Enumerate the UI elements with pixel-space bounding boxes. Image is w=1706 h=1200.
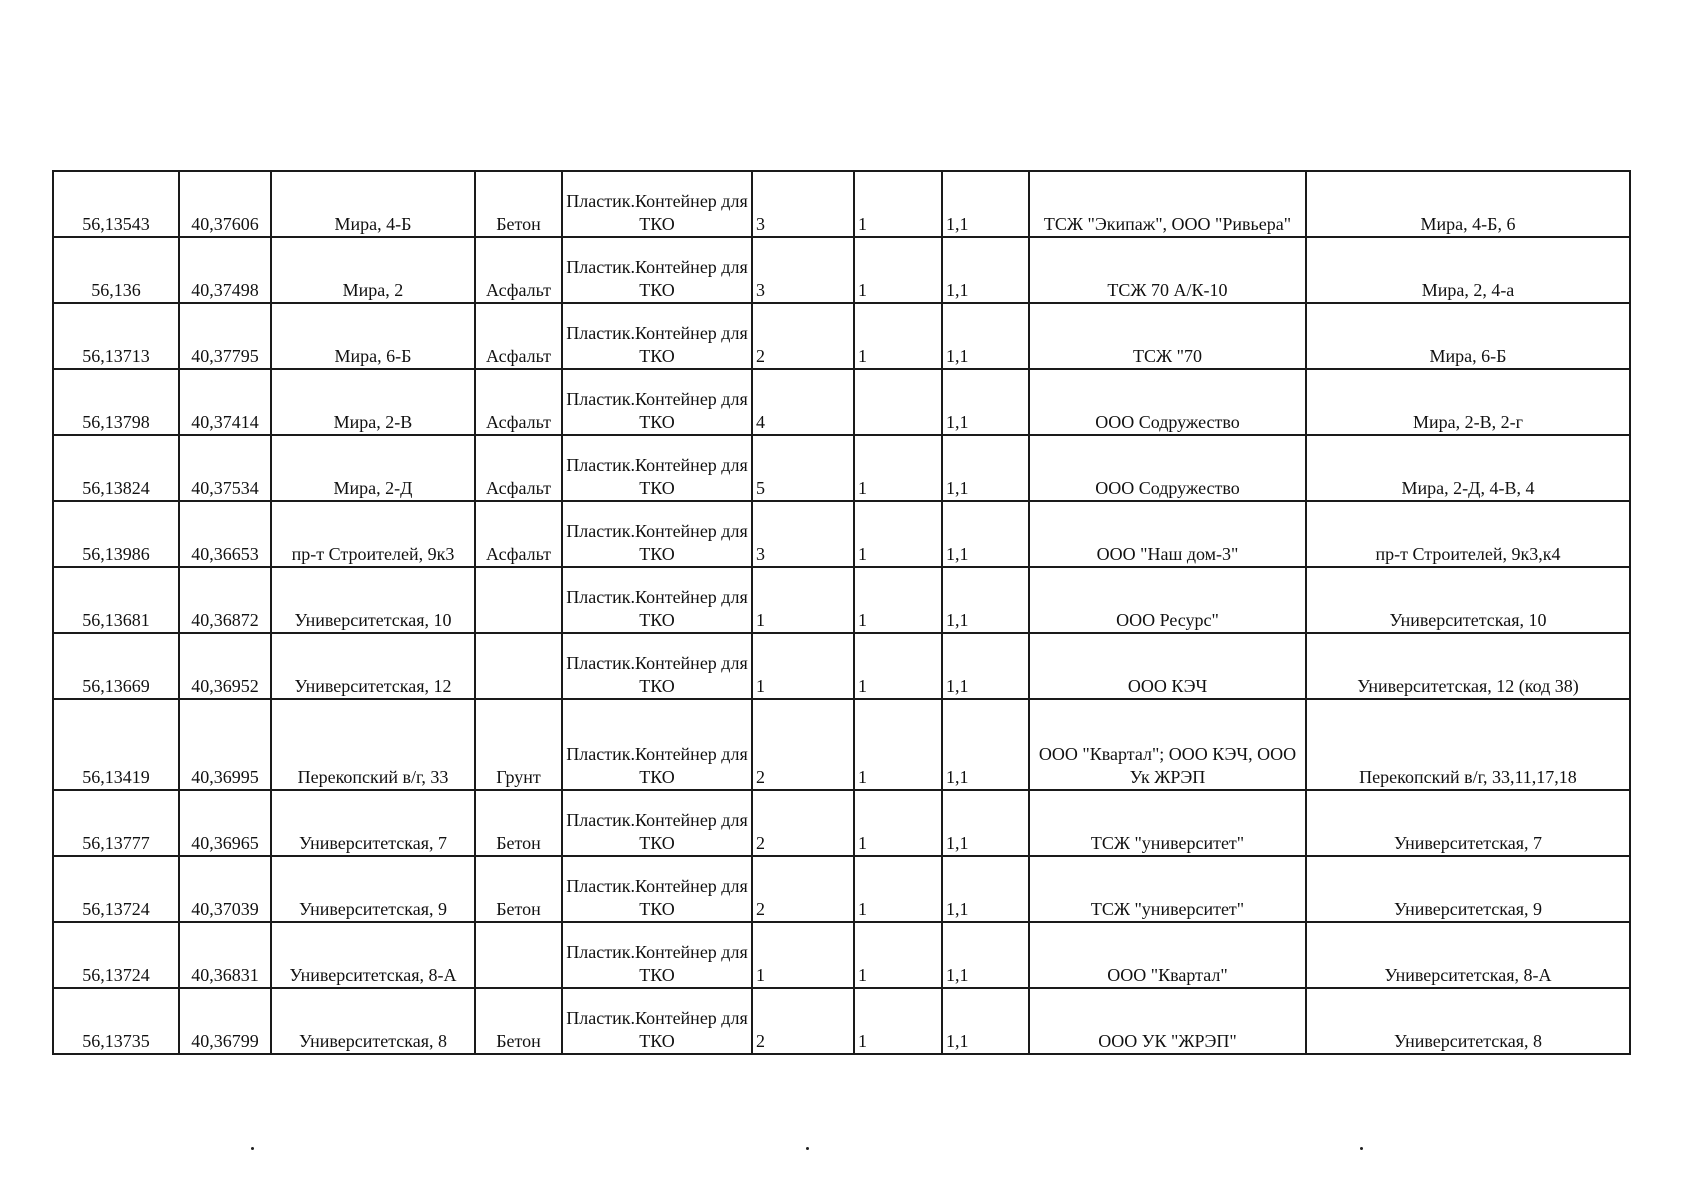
volume-cell: 1,1 <box>942 922 1029 988</box>
served-addresses-cell: Мира, 4-Б, 6 <box>1306 171 1630 237</box>
container-count-cell: 5 <box>752 435 854 501</box>
flag-cell: 1 <box>854 501 942 567</box>
container-type-cell: Пластик.Контейнер для ТКО <box>562 501 752 567</box>
owner-cell: ТСЖ "университет" <box>1029 790 1306 856</box>
served-addresses-cell: Мира, 2, 4-а <box>1306 237 1630 303</box>
surface-cell: Грунт <box>475 699 562 790</box>
table-row <box>53 171 1630 237</box>
latitude-cell: 56,13986 <box>53 501 179 567</box>
longitude-cell: 40,36995 <box>179 699 271 790</box>
volume-cell: 1,1 <box>942 988 1029 1054</box>
owner-cell: ООО УК "ЖРЭП" <box>1029 988 1306 1054</box>
table-row <box>53 237 1630 303</box>
table-body <box>53 171 1630 1054</box>
container-count-cell: 3 <box>752 501 854 567</box>
page-dot-left <box>251 1147 254 1150</box>
latitude-cell: 56,13419 <box>53 699 179 790</box>
container-count-cell: 2 <box>752 699 854 790</box>
address-cell: Университетская, 8 <box>271 988 475 1054</box>
address-cell: Мира, 4-Б <box>271 171 475 237</box>
longitude-cell: 40,36965 <box>179 790 271 856</box>
longitude-cell: 40,37534 <box>179 435 271 501</box>
container-type-cell: Пластик.Контейнер для ТКО <box>562 171 752 237</box>
served-addresses-cell: Перекопский в/г, 33,11,17,18 <box>1306 699 1630 790</box>
volume-cell: 1,1 <box>942 501 1029 567</box>
served-addresses-cell: Университетская, 8 <box>1306 988 1630 1054</box>
served-addresses-cell: Мира, 2-В, 2-г <box>1306 369 1630 435</box>
address-cell: Перекопский в/г, 33 <box>271 699 475 790</box>
latitude-cell: 56,13543 <box>53 171 179 237</box>
owner-cell: ТСЖ "Экипаж", ООО "Ривьера" <box>1029 171 1306 237</box>
surface-cell: Бетон <box>475 856 562 922</box>
address-cell: Мира, 2-В <box>271 369 475 435</box>
served-addresses-cell: Мира, 6-Б <box>1306 303 1630 369</box>
longitude-cell: 40,36799 <box>179 988 271 1054</box>
longitude-cell: 40,36831 <box>179 922 271 988</box>
flag-cell: 1 <box>854 856 942 922</box>
flag-cell: 1 <box>854 790 942 856</box>
volume-cell: 1,1 <box>942 633 1029 699</box>
container-count-cell: 1 <box>752 922 854 988</box>
surface-cell: Асфальт <box>475 237 562 303</box>
container-count-cell: 1 <box>752 567 854 633</box>
container-type-cell: Пластик.Контейнер для ТКО <box>562 699 752 790</box>
container-type-cell: Пластик.Контейнер для ТКО <box>562 369 752 435</box>
surface-cell: Бетон <box>475 171 562 237</box>
served-addresses-cell: Университетская, 12 (код 38) <box>1306 633 1630 699</box>
flag-cell: 1 <box>854 567 942 633</box>
address-cell: Мира, 6-Б <box>271 303 475 369</box>
container-type-cell: Пластик.Контейнер для ТКО <box>562 790 752 856</box>
table-row <box>53 790 1630 856</box>
table-row <box>53 567 1630 633</box>
volume-cell: 1,1 <box>942 171 1029 237</box>
waste-site-table <box>52 170 1631 1055</box>
table-row <box>53 988 1630 1054</box>
volume-cell: 1,1 <box>942 699 1029 790</box>
owner-cell: ООО Содружество <box>1029 369 1306 435</box>
flag-cell: 1 <box>854 988 942 1054</box>
latitude-cell: 56,13824 <box>53 435 179 501</box>
owner-cell: ООО "Квартал"; ООО КЭЧ, ООО Ук ЖРЭП <box>1029 699 1306 790</box>
owner-cell: ТСЖ "70 <box>1029 303 1306 369</box>
flag-cell: 1 <box>854 922 942 988</box>
volume-cell: 1,1 <box>942 567 1029 633</box>
container-type-cell: Пластик.Контейнер для ТКО <box>562 856 752 922</box>
table-row <box>53 303 1630 369</box>
container-type-cell: Пластик.Контейнер для ТКО <box>562 303 752 369</box>
latitude-cell: 56,136 <box>53 237 179 303</box>
surface-cell <box>475 922 562 988</box>
surface-cell: Асфальт <box>475 303 562 369</box>
latitude-cell: 56,13669 <box>53 633 179 699</box>
latitude-cell: 56,13713 <box>53 303 179 369</box>
container-count-cell: 2 <box>752 303 854 369</box>
served-addresses-cell: Университетская, 8-А <box>1306 922 1630 988</box>
longitude-cell: 40,37606 <box>179 171 271 237</box>
flag-cell: 1 <box>854 633 942 699</box>
surface-cell <box>475 567 562 633</box>
latitude-cell: 56,13798 <box>53 369 179 435</box>
address-cell: Университетская, 8-А <box>271 922 475 988</box>
container-type-cell: Пластик.Контейнер для ТКО <box>562 922 752 988</box>
address-cell: пр-т Строителей, 9к3 <box>271 501 475 567</box>
longitude-cell: 40,37414 <box>179 369 271 435</box>
owner-cell: ООО Содружество <box>1029 435 1306 501</box>
address-cell: Мира, 2 <box>271 237 475 303</box>
container-type-cell: Пластик.Контейнер для ТКО <box>562 633 752 699</box>
longitude-cell: 40,36872 <box>179 567 271 633</box>
volume-cell: 1,1 <box>942 856 1029 922</box>
container-count-cell: 3 <box>752 171 854 237</box>
container-count-cell: 2 <box>752 856 854 922</box>
longitude-cell: 40,37039 <box>179 856 271 922</box>
volume-cell: 1,1 <box>942 790 1029 856</box>
flag-cell: 1 <box>854 237 942 303</box>
surface-cell: Бетон <box>475 988 562 1054</box>
container-type-cell: Пластик.Контейнер для ТКО <box>562 435 752 501</box>
address-cell: Университетская, 7 <box>271 790 475 856</box>
table-row <box>53 633 1630 699</box>
address-cell: Университетская, 10 <box>271 567 475 633</box>
container-count-cell: 2 <box>752 988 854 1054</box>
volume-cell: 1,1 <box>942 237 1029 303</box>
owner-cell: ТСЖ "университет" <box>1029 856 1306 922</box>
surface-cell: Асфальт <box>475 435 562 501</box>
container-count-cell: 3 <box>752 237 854 303</box>
latitude-cell: 56,13724 <box>53 856 179 922</box>
served-addresses-cell: пр-т Строителей, 9к3,к4 <box>1306 501 1630 567</box>
container-count-cell: 1 <box>752 633 854 699</box>
longitude-cell: 40,37498 <box>179 237 271 303</box>
surface-cell <box>475 633 562 699</box>
volume-cell: 1,1 <box>942 435 1029 501</box>
address-cell: Университетская, 9 <box>271 856 475 922</box>
container-type-cell: Пластик.Контейнер для ТКО <box>562 237 752 303</box>
owner-cell: ТСЖ 70 А/К-10 <box>1029 237 1306 303</box>
flag-cell: 1 <box>854 303 942 369</box>
latitude-cell: 56,13777 <box>53 790 179 856</box>
latitude-cell: 56,13681 <box>53 567 179 633</box>
latitude-cell: 56,13724 <box>53 922 179 988</box>
owner-cell: ООО КЭЧ <box>1029 633 1306 699</box>
latitude-cell: 56,13735 <box>53 988 179 1054</box>
longitude-cell: 40,36952 <box>179 633 271 699</box>
table-row <box>53 922 1630 988</box>
surface-cell: Асфальт <box>475 501 562 567</box>
surface-cell: Асфальт <box>475 369 562 435</box>
table-row <box>53 435 1630 501</box>
flag-cell <box>854 369 942 435</box>
served-addresses-cell: Мира, 2-Д, 4-В, 4 <box>1306 435 1630 501</box>
container-type-cell: Пластик.Контейнер для ТКО <box>562 567 752 633</box>
owner-cell: ООО "Наш дом-3" <box>1029 501 1306 567</box>
container-count-cell: 2 <box>752 790 854 856</box>
served-addresses-cell: Университетская, 10 <box>1306 567 1630 633</box>
flag-cell: 1 <box>854 699 942 790</box>
surface-cell: Бетон <box>475 790 562 856</box>
page-dot-right <box>1360 1147 1363 1150</box>
address-cell: Университетская, 12 <box>271 633 475 699</box>
address-cell: Мира, 2-Д <box>271 435 475 501</box>
served-addresses-cell: Университетская, 7 <box>1306 790 1630 856</box>
longitude-cell: 40,36653 <box>179 501 271 567</box>
container-type-cell: Пластик.Контейнер для ТКО <box>562 988 752 1054</box>
served-addresses-cell: Университетская, 9 <box>1306 856 1630 922</box>
flag-cell: 1 <box>854 435 942 501</box>
table-row <box>53 856 1630 922</box>
owner-cell: ООО Ресурс" <box>1029 567 1306 633</box>
volume-cell: 1,1 <box>942 369 1029 435</box>
page-dot-center <box>806 1147 809 1150</box>
table-row <box>53 501 1630 567</box>
table-row <box>53 369 1630 435</box>
volume-cell: 1,1 <box>942 303 1029 369</box>
container-count-cell: 4 <box>752 369 854 435</box>
flag-cell: 1 <box>854 171 942 237</box>
owner-cell: ООО "Квартал" <box>1029 922 1306 988</box>
longitude-cell: 40,37795 <box>179 303 271 369</box>
table-row <box>53 699 1630 790</box>
